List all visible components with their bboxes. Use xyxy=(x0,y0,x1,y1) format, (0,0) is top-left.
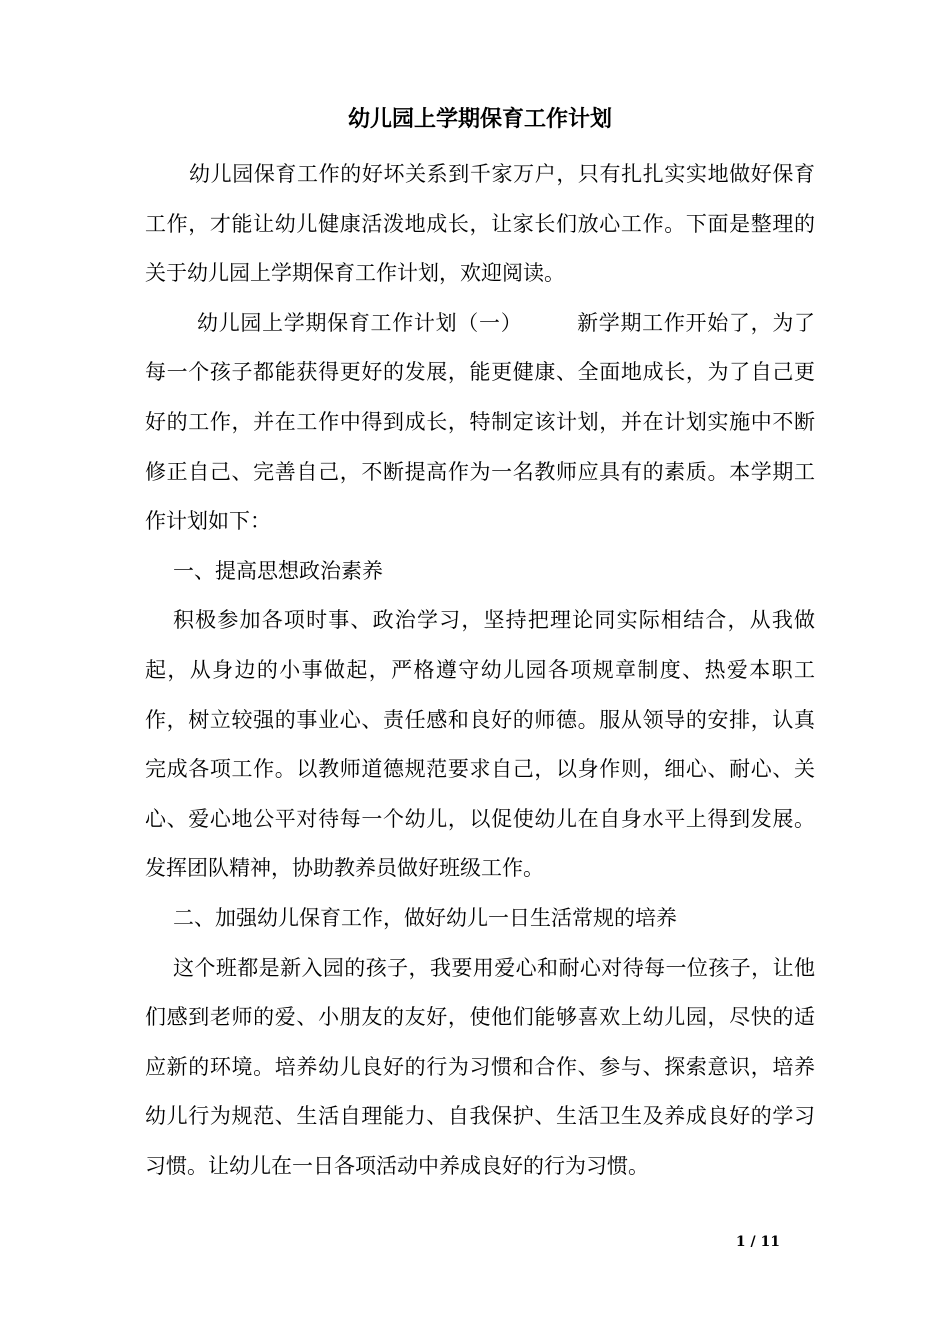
page-number: 1 / 11 xyxy=(735,1234,780,1250)
document-title: 幼儿园上学期保育工作计划 xyxy=(347,106,612,132)
section1-heading: 一、提高思想政治素养 xyxy=(173,558,383,583)
subtitle-heading: 幼儿园上学期保育工作计划（一） xyxy=(197,310,523,335)
opening-paragraph xyxy=(145,299,815,547)
document-body xyxy=(145,150,815,1191)
intro-paragraph: 幼儿园保育工作的好坏关系到千家万户，只有扎扎实实地做好保育工作，才能让幼儿健康活泼地成长，让家长们放心工作。下面是整理的关于幼儿园上学期保育工作计划，欢迎阅读。 xyxy=(145,162,815,286)
section2-paragraph: 这个班都是新入园的孩子，我要用爱心和耐心对待每一位孩子，让他们感到老师的爱、小朋友的友好，使他们能够喜欢上幼儿园，尽快的适应新的环境。培养幼儿良好的行为习惯和合作、参与、探索意识，培养幼儿行为规范、生活自理能力、自我保护、生活卫生及养成良好的学习习惯。让幼儿在一日各项活动中养成良好的行为习惯。 xyxy=(145,955,815,1178)
section1-paragraph: 积极参加各项时事、政治学习，坚持把理论同实际相结合，从我做起，从身边的小事做起，严格遵守幼儿园各项规章制度、热爱本职工作，树立较强的事业心、责任感和良好的师德。服从领导的安排，认真完成各项工作。以教师道德规范要求自己，以身作则，细心、耐心、关心、爱心地公平对待每一个幼儿，以促使幼儿在自身水平上得到发展。发挥团队精神，协助教养员做好班级工作。 xyxy=(145,608,815,881)
section2-heading: 二、加强幼儿保育工作，做好幼儿一日生活常规的培养 xyxy=(173,905,677,930)
opening-text: 新学期工作开始了，为了每一个孩子都能获得更好的发展，能更健康、全面地成长，为了自己更好的工作，并在工作中得到成长，特制定该计划，并在计划实施中不断修正自己、完善自己，不断提高作为一名教师应具有的素质。本学期工作计划如下： xyxy=(145,310,816,534)
